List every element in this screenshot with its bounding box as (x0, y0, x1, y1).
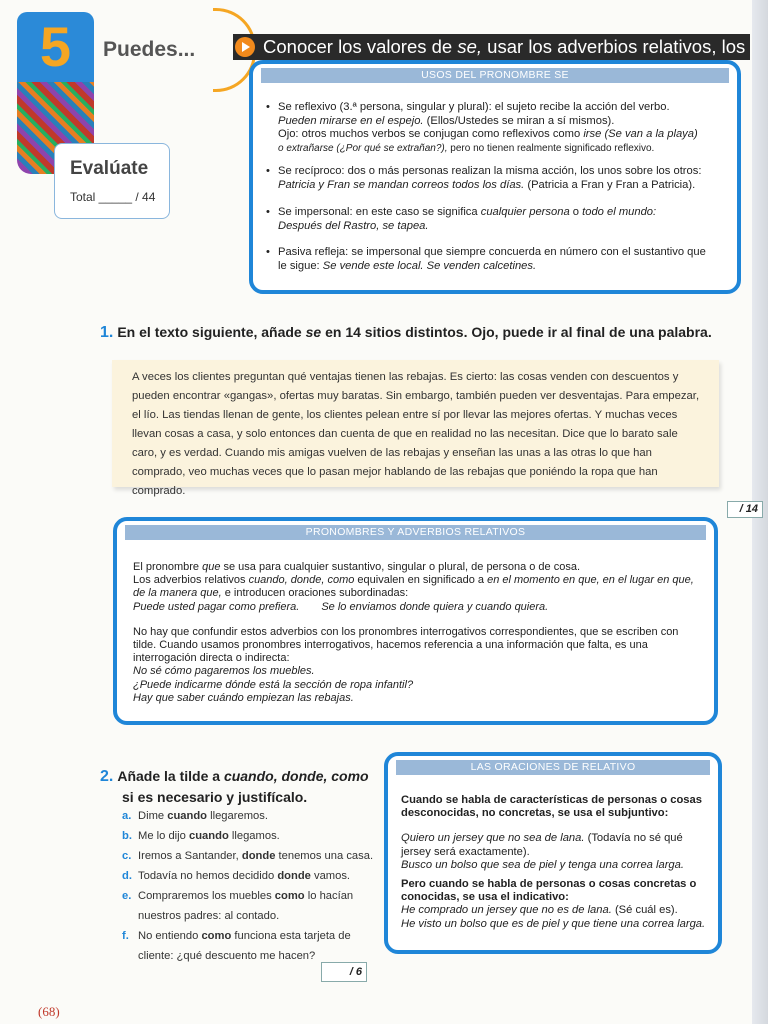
item-word: donde (277, 870, 311, 882)
exercise-2-score[interactable]: / 6 (321, 962, 367, 982)
exercise-1-score[interactable]: / 14 (727, 501, 763, 518)
ex1-pre: En el texto siguiente, añade (117, 324, 306, 340)
play-icon (235, 37, 255, 57)
list-item (122, 866, 382, 886)
evaluate-total: Total _____ / 44 (70, 190, 156, 204)
item-letter: d. (122, 870, 132, 882)
ex2-pre: Añade la tilde a (117, 768, 224, 784)
orac-h2: Pero cuando se habla de personas o cosas concretas o conocidas, se usa el indicativo: (401, 878, 697, 904)
item-letter: e. (122, 890, 132, 902)
rel-p2e: e introducen oraciones subordinadas: (221, 587, 409, 600)
item-word: cuando (189, 830, 229, 842)
box-usos-se (249, 60, 741, 294)
box-oraciones-heading: LAS ORACIONES DE RELATIVO (396, 760, 710, 775)
item-letter: b. (122, 830, 132, 842)
orac-e1b: (Todavía no sé qué jersey será exactamente). (401, 832, 683, 858)
item-continuation: nuestros padres: al contado. (138, 910, 280, 922)
unit-number: 5 (17, 12, 94, 82)
item-post: llegaremos. (207, 810, 268, 822)
b2-note: (Patricia a Fran y Fran a Patricia). (524, 178, 696, 191)
item-pre: No entiendo (138, 930, 202, 942)
item-word: donde (241, 850, 276, 862)
item-pre: Iremos a Santander, (138, 850, 242, 862)
rel-q1: No sé cómo pagaremos los muebles. (133, 665, 315, 678)
exercise-2-number: 2. (100, 768, 114, 785)
item-post: tenemos una casa. (275, 850, 374, 862)
item-pre: Dime (138, 810, 168, 822)
exercise-2-instruction (100, 766, 400, 807)
exercise-1-instruction (100, 324, 712, 342)
rel-p1a: El pronombre (133, 561, 203, 573)
evaluate-box (54, 143, 170, 219)
rel-p2c: equivalen en significado a (354, 574, 488, 587)
orac-e2c: He visto un bolso que es de piel y que tiene una correa larga. (401, 917, 706, 930)
b1-end: pero no tienen realmente significado reflexivo. (447, 142, 655, 154)
item-pre: Todavía no hemos decidido (138, 870, 278, 882)
b3-example: Después del Rastro, se tapea. (278, 219, 429, 232)
rel-q2: ¿Puede indicarme dónde está la sección de ropa infantil? (133, 678, 414, 691)
item-word: como (201, 930, 232, 942)
b3-cualquier: cualquier persona (480, 206, 570, 218)
item-pre: Me lo dijo (138, 830, 189, 842)
title-pre: Conocer los valores de (263, 36, 458, 57)
item-letter: f. (122, 930, 129, 942)
b1-ojo: Ojo: otros muchos verbos se conjugan como reflexivos como (278, 128, 584, 140)
exercise-2-list (122, 806, 382, 966)
page-number-value: 68 (42, 1004, 56, 1019)
item-post: vamos. (310, 870, 351, 882)
orac-e2a: He comprado un jersey que no es de lana. (401, 904, 612, 917)
b1-text: Se reflexivo (3.ª persona, singular y plural): el sujeto recibe la acción del verbo. (278, 101, 670, 113)
item-letter: a. (122, 810, 132, 822)
box-relativos (113, 517, 718, 725)
page-number: (68) (38, 1004, 60, 1019)
orac-e1c: Busco un bolso que sea de piel y tenga una correa larga. (401, 858, 684, 871)
ex2-post: si es necesario y justifícalo. (122, 789, 308, 805)
item-word: cuando (167, 810, 207, 822)
b1-note: (Ellos/Ustedes se miran a sí mismos). (423, 114, 615, 127)
item-post: lo hacían (304, 890, 354, 902)
bullet-pasiva: • Pasiva refleja: se impersonal que siempre concuerda en número con el sustantivo que le sigue: Se vende este local. Se venden calcetines. (266, 246, 706, 272)
box-relativos-body (133, 561, 703, 705)
item-post: llegamos. (228, 830, 280, 842)
list-item (122, 886, 382, 926)
evaluate-title: Evalúate (70, 158, 149, 179)
ex1-post: en 14 sitios distintos. Ojo, puede ir al final de una palabra. (321, 324, 712, 340)
item-post: funciona esta tarjeta de (231, 930, 351, 942)
box-relativos-heading: PRONOMBRES Y ADVERBIOS RELATIVOS (125, 525, 706, 540)
list-item (122, 826, 382, 846)
rel-p2d: en el momento en que, en el lugar en que, de la manera que, (133, 574, 694, 600)
list-item (122, 806, 382, 826)
orac-e2b: (Sé cuál es). (611, 904, 678, 917)
item-continuation: cliente: ¿qué descuento me hacen? (138, 950, 316, 962)
item-word: como (274, 890, 305, 902)
b2-example: Patricia y Fran se mandan correos todos los días. (278, 178, 525, 191)
item-letter: c. (122, 850, 132, 862)
rel-p2a: Los adverbios relativos (133, 574, 249, 587)
list-item (122, 926, 382, 966)
rel-example-a: Puede usted pagar como prefiera. (133, 600, 300, 613)
bullet-reflexivo: • Se reflexivo (3.ª persona, singular y plural): el sujeto recibe la acción del verbo. Pueden mirarse en el espejo. (Ellos/Ustedes se miran a sí mismos). Ojo: otros muchos verbos se conjugan como reflexivos como irse (Se van a la playa) o extrañarse (¿Por qué se extrañan?), pero no tienen realmente significado reflexivo. (266, 101, 698, 154)
b4-text: Pasiva refleja: se impersonal que siempre concuerda en número con el sustantivo que (278, 246, 706, 258)
b1-example: Pueden mirarse en el espejo. (278, 114, 424, 127)
title-se: se, (457, 36, 483, 57)
b2-text: Se recíproco: dos o más personas realizan la misma acción, los unos sobre los otros: (278, 165, 702, 177)
ex1-se: se (305, 324, 322, 340)
rel-p2b: cuando, donde, como (248, 574, 355, 587)
box-oraciones-relativo (384, 752, 722, 954)
rel-p1c: se usa para cualquier sustantivo, singular o plural, de persona o de cosa. (220, 561, 581, 573)
rel-p3: No hay que confundir estos adverbios con los pronombres interrogativos correspondientes, que se escriben con tilde. Cuando usamos pronombres interrogativos, hacemos referencia a una información que falta, es una interrogación directa o indirecta: (133, 625, 679, 665)
b3-o: o (569, 206, 583, 218)
b4-example: Se vende este local. Se venden calcetines. (322, 259, 537, 272)
b1-irse: irse (Se van a la playa) (583, 128, 698, 140)
passage-text: A veces los clientes preguntan qué ventajas tienen las rebajas. Es cierto: las cosas venden con descuentos y pueden encontrar «gangas», ofertas muy baratas. Sin embargo, también pueden ver desventajas. Para empezar, el lío. Las tiendas llenan de gente, los clientes pelean entre sí por llevar las mejores ofertas. Y muchas veces llevan cosas a casa, y solo entonces dan cuenta de que en realidad no las necesitan. Dice que lo barato sale caro, y es verdad. Cuando mis amigas vuelven de las rebajas y enseñan las unas a las otras lo que han comprado, veo muchas veces que lo pasan mejor hablando de las rebajas que poniéndo la ropa que han comprado. (132, 371, 700, 497)
b3-todo: todo el mundo: (582, 206, 657, 218)
rel-example-b: Se lo enviamos donde quiera y cuando quiera. (321, 600, 549, 613)
exercise-1-number: 1. (100, 324, 114, 341)
item-pre: Compraremos los muebles (138, 890, 275, 902)
bullet-impersonal: • Se impersonal: en este caso se significa cualquier persona o todo el mundo: Después del Rastro, se tapea. (266, 206, 657, 232)
section-title-bar (233, 34, 750, 60)
exercise-1-passage (112, 360, 719, 497)
rel-q3: Hay que saber cuándo empiezan las rebajas. (133, 691, 354, 704)
b1-extranarse: o extrañarse (¿Por qué se extrañan?), (278, 142, 448, 154)
title-post: usar los adverbios relativos, los (482, 36, 746, 57)
box-usos-se-heading: USOS DEL PRONOMBRE SE (261, 68, 729, 83)
puedes-label: Puedes... (103, 38, 196, 61)
b3-text: Se impersonal: en este caso se significa (278, 206, 481, 218)
orac-e1a: Quiero un jersey que no sea de lana. (401, 832, 585, 845)
list-item (122, 846, 382, 866)
bullet-reciproco: • Se recíproco: dos o más personas realizan la misma acción, los unos sobre los otros: Patricia y Fran se mandan correos todos los días. (Patricia a Fran y Fran a Patricia). (266, 165, 702, 191)
orac-h1: Cuando se habla de características de personas o cosas desconocidas, no concretas, se usa el subjuntivo: (401, 794, 702, 820)
rel-p1b: que (202, 561, 221, 573)
b4-text2: le sigue: (278, 259, 323, 272)
ex2-words: cuando, donde, como (223, 768, 369, 784)
box-oraciones-body (401, 794, 707, 931)
